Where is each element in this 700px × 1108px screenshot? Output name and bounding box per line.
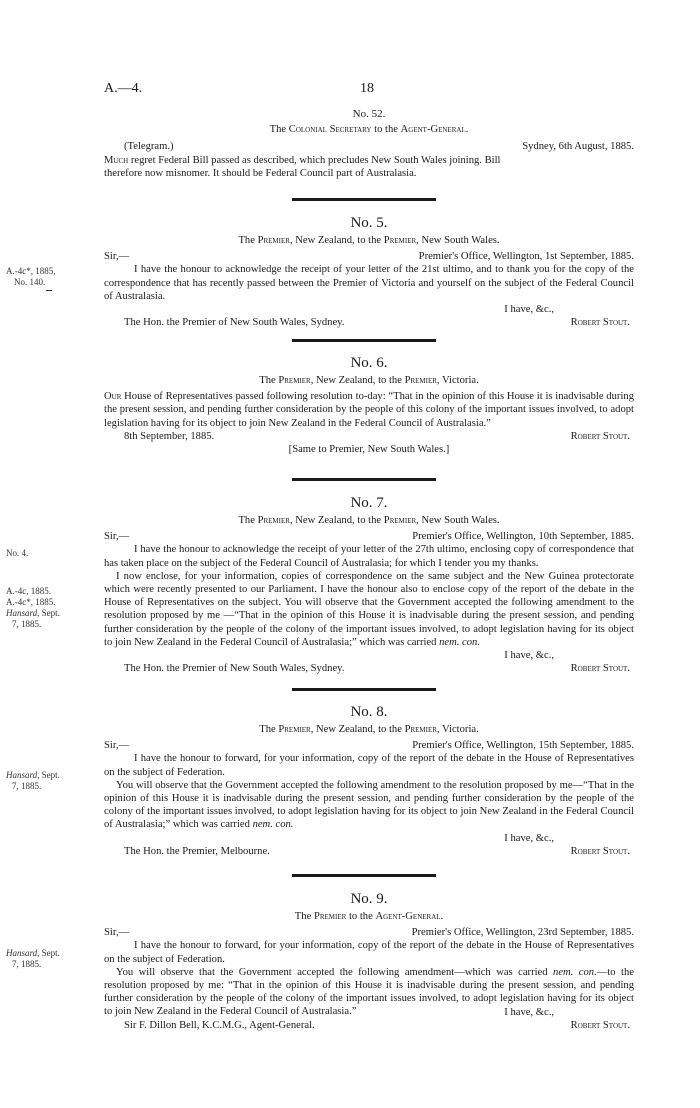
signature: Robert Stout.	[570, 845, 630, 857]
section-no52	[104, 108, 634, 180]
place-date: Sydney, 6th August, 1885.	[522, 141, 634, 153]
salutation-line	[104, 739, 634, 752]
salutation-line	[104, 926, 634, 939]
salutation-line	[104, 250, 634, 263]
margin-note-ref: A.-4c, 1885. A.-4c*, 1885. Hansard, Sept. 7, 1885.	[6, 586, 60, 629]
signature: Robert Stout.	[570, 317, 630, 329]
header-page-number: 18	[360, 81, 374, 96]
letter-paragraph: I have the honour to forward, for your information, copy of the report of the debate in the House of Representatives on the subject of Federation.	[104, 753, 634, 778]
closing: I have, &c.,	[504, 650, 554, 662]
section-no5	[104, 214, 634, 329]
section-divider	[292, 198, 436, 201]
signature: Robert Stout.	[570, 663, 630, 675]
letter-body: Our House of Representatives passed following resolution to-day: “That in the opinion of this House it is inadvisable during the present session, and pending further consideration by the people of this colony of the important issues involved, to adopt legislation having for its object to join New Zealand in the Federal Council of Australasia.”	[104, 391, 634, 429]
place-date: Premier's Office, Wellington, 23rd September, 1885.	[411, 927, 634, 939]
letter-paragraph: You will observe that the Government accepted the following amendment to the resolution proposed by me—“That in the opinion of this House it is inadvisable during the present session, and pending further consideration by the people of the colony of the important issues involved, to adopt legislation having for its object to join New Zealand in the Federal Council of Australasia;” which was carried nem. con.	[104, 779, 634, 831]
signature-line	[104, 316, 634, 329]
salutation-line	[104, 530, 634, 543]
signature-line	[104, 662, 634, 675]
section-title: The Premier, New Zealand, to the Premier, Victoria.	[259, 375, 479, 386]
addressee: The Hon. the Premier of New South Wales, Sydney.	[124, 317, 345, 329]
addressee: The Hon. the Premier of New South Wales, Sydney.	[124, 663, 345, 675]
section-number: No. 5.	[350, 215, 388, 231]
place-date: Premier's Office, Wellington, 10th September, 1885.	[412, 531, 634, 543]
section-number: No. 9.	[350, 891, 388, 907]
section-title: The Premier to the Agent-General.	[294, 911, 444, 922]
note: [Same to Premier, New South Wales.]	[288, 444, 450, 456]
section-divider	[292, 874, 436, 877]
salutation: Sir,—	[104, 251, 130, 263]
place-date: Premier's Office, Wellington, 1st September, 1885.	[418, 251, 634, 263]
margin-note-hansard: Hansard, Sept. 7, 1885.	[6, 948, 60, 969]
section-no7	[104, 494, 634, 675]
section-divider	[292, 688, 436, 691]
signature: Robert Stout.	[570, 430, 630, 442]
section-title: The Premier, New Zealand, to the Premier, New South Wales.	[238, 235, 500, 246]
salutation: Sir,—	[104, 740, 130, 752]
salutation: Sir,—	[104, 927, 130, 939]
closing: I have, &c.,	[504, 1006, 554, 1018]
section-title: The Premier, New Zealand, to the Premier, Victoria.	[259, 724, 479, 735]
margin-note-ref: A.-4c*, 1885, No. 140.	[6, 266, 56, 287]
date: 8th September, 1885.	[124, 430, 215, 442]
margin-note-hansard: Hansard, Sept. 7, 1885.	[6, 770, 60, 791]
letter-paragraph: I have the honour to forward, for your information, copy of the report of the debate in the House of Representatives on the subject of Federation.	[104, 940, 634, 965]
margin-mark	[46, 290, 52, 291]
section-number: No. 52.	[352, 108, 386, 120]
section-no6	[104, 354, 634, 456]
letter-paragraph: You will observe that the Government accepted the following amendment—which was carried nem. con.—to the resolution proposed by me: “That in the opinion of this House it is inadvisable during the present session, and pending further consideration by the people of the colony of the important issues involved, to adopt legislation having for its object to join New Zealand in the Federal Council of Australasia.”	[104, 966, 634, 1018]
closing: I have, &c.,	[504, 832, 554, 844]
place-date: Premier's Office, Wellington, 15th September, 1885.	[412, 740, 634, 752]
signature-line	[104, 1019, 634, 1032]
section-number: No. 6.	[350, 355, 388, 371]
signature: Robert Stout.	[570, 1019, 630, 1031]
letter-paragraph: I now enclose, for your information, copies of correspondence on the same subject and the New Guinea protectorate which were recently presented to our Parliament. I have the honour also to enclose copy of the report of the debate in the House of Representatives on the subject. You will observe that the Government accepted the following amendment to the resolution proposed by me —“That in the opinion of this House it is inadvisable during the present session, and pending further consideration by the people of the colony of the important issues involved, to adopt legislation having for its object to join New Zealand in the Federal Council of Australasia;” which was carried nem. con.	[104, 570, 634, 648]
telegram-label: (Telegram.)	[124, 141, 174, 153]
margin-note-ref: No. 4.	[6, 548, 29, 558]
telegram-body: Much regret Federal Bill passed as described, which precludes New South Wales joining. Bill	[104, 154, 501, 166]
letter-body: I have the honour to acknowledge the receipt of your letter of the 21st ultimo, and to thank you for the copy of the correspondence that has recently passed between the Premier of Victoria and yourself on the subject of the Federal Council of Australasia.	[104, 264, 634, 302]
telegram-body-2: therefore now misnomer. It should be Federal Council part of Australasia.	[104, 167, 417, 179]
section-number: No. 7.	[350, 495, 388, 511]
telegram-line	[104, 140, 634, 153]
header-document-ref: A.—4.	[104, 81, 143, 96]
signature-line	[104, 430, 634, 443]
section-divider	[292, 478, 436, 481]
salutation: Sir,—	[104, 531, 130, 543]
addressee: The Hon. the Premier, Melbourne.	[124, 845, 270, 857]
section-title: The Premier, New Zealand, to the Premier, New South Wales.	[238, 515, 500, 526]
signature-line	[104, 845, 634, 858]
section-no9	[104, 890, 634, 1032]
addressee: Sir F. Dillon Bell, K.C.M.G., Agent-General.	[124, 1019, 315, 1031]
section-number: No. 8.	[350, 704, 388, 720]
section-divider	[292, 339, 436, 342]
letter-paragraph: I have the honour to acknowledge the receipt of your letter of the 27th ultimo, enclosing copy of correspondence that has taken place on the subject of the Federal Council of Australasia; for which I tender you my thanks.	[104, 544, 634, 569]
section-no8	[104, 703, 634, 858]
closing: I have, &c.,	[504, 304, 554, 316]
section-title: The Colonial Secretary to the Agent-General.	[269, 124, 469, 136]
